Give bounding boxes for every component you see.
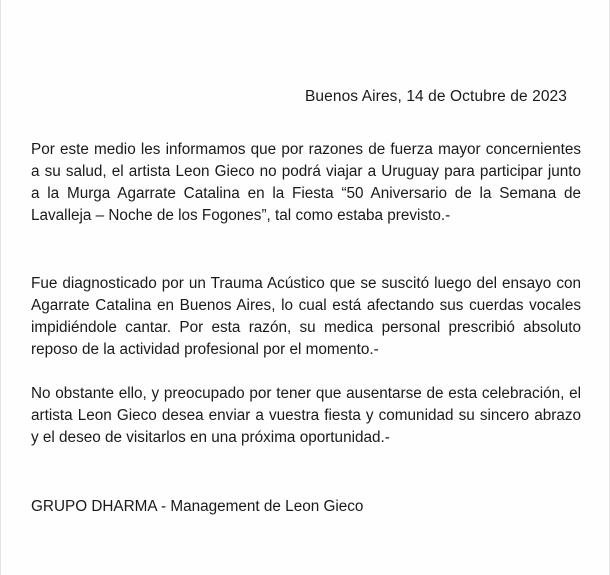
paragraph-diagnosis: Fue diagnosticado por un Trauma Acústico que se suscitó luego del ensayo con Agarrate Catalina en Buenos Aires, lo cual está afectando sus cuerdas vocales impidiéndole cantar. Por esta razón, su medica personal prescribió absoluto reposo de la actividad profesional por el momento.- — [31, 275, 581, 358]
paragraph-farewell: No obstante ello, y preocupado por tener que ausentarse de esta celebración, el artista Leon Gieco desea enviar a vuestra fiesta y comunidad su sincero abrazo y el deseo de visitarlos en una próxima oportunidad.- — [31, 385, 581, 446]
letter-signature: GRUPO DHARMA - Management de Leon Gieco — [31, 498, 364, 515]
paragraph-announcement: Por este medio les informamos que por razones de fuerza mayor concernientes a su salud, el artista Leon Gieco no podrá viajar a Uruguay para participar junto a la Murga Agarrate Catalina en la Fiesta “50 Aniversario de la Semana de Lavalleja – Noche de los Fogones”, tal como estaba previsto.- — [31, 141, 581, 224]
letter-date: Buenos Aires, 14 de Octubre de 2023 — [304, 88, 567, 105]
